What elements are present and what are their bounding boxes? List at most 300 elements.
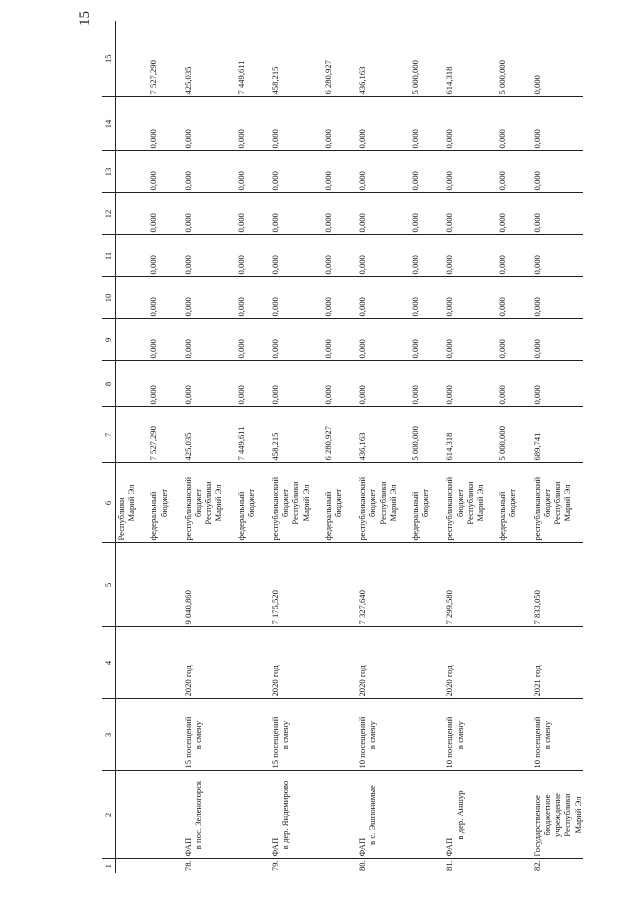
amount-value: 0,000: [410, 385, 421, 405]
table-cell: [430, 859, 485, 873]
table-cell: [116, 21, 137, 97]
amount-value: 0,000: [497, 129, 508, 149]
capacity-line: в смену: [454, 720, 465, 750]
table-cell: [311, 859, 343, 873]
amount-value: 0,000: [235, 339, 246, 359]
table-cell: [116, 771, 137, 859]
funding-source-line: бюджет: [245, 488, 256, 518]
funding-source-line: Республики: [203, 481, 214, 525]
funding-source-line: Марий Эл: [126, 484, 137, 522]
table-cell: [518, 463, 583, 543]
table-cell: [518, 277, 583, 319]
funding-source-line: федеральный: [235, 491, 246, 541]
table-cell: [518, 21, 583, 97]
table-cell: [343, 319, 398, 361]
table-cell: [224, 151, 256, 193]
table-cell: [398, 407, 430, 463]
table-cell: [430, 543, 485, 627]
amount-value: 0,000: [182, 171, 193, 191]
table-cell: [343, 771, 398, 859]
table-cell: [430, 235, 485, 277]
column-number-cell: 1: [102, 859, 116, 873]
column-number-header: [102, 21, 116, 873]
funding-source-line: Марий Эл: [213, 484, 224, 522]
amount-value: 0,000: [322, 339, 333, 359]
amount-value: 0,000: [148, 129, 159, 149]
table-subrow: [311, 21, 343, 873]
table-cell: [430, 407, 485, 463]
table-cell: [116, 627, 137, 699]
amount-value: 5 000,000: [497, 426, 508, 461]
funding-source-line: бюджет: [193, 488, 204, 518]
table-cell: [256, 193, 311, 235]
table-cell: [224, 859, 256, 873]
table-cell: [343, 97, 398, 151]
amount-value: 0,000: [357, 385, 368, 405]
table-cell: [343, 627, 398, 699]
table-cell: [169, 277, 224, 319]
amount-value: 425,035: [182, 432, 193, 461]
funding-source-line: республиканский: [357, 476, 368, 541]
capacity-line: в смену: [541, 720, 552, 750]
table-cell: [311, 151, 343, 193]
row-number: 79.: [270, 860, 281, 871]
table-cell: [430, 193, 485, 235]
table-cell: [224, 627, 256, 699]
object-name-line: в с. Эшпонимые: [367, 785, 378, 845]
table-cell: [343, 859, 398, 873]
year-value: 2021 год: [531, 665, 542, 697]
column-number-cell: 4: [102, 627, 116, 699]
amount-value: 0,000: [531, 297, 542, 317]
capacity-line: в смену: [367, 720, 378, 750]
amount-value: 0,000: [148, 297, 159, 317]
amount-value: 0,000: [270, 297, 281, 317]
budget-table: [102, 21, 583, 873]
amount-value: 0,000: [148, 255, 159, 275]
table-cell: [224, 319, 256, 361]
amount-value: 0,000: [182, 213, 193, 233]
table-cell: [256, 97, 311, 151]
table-cell: [430, 97, 485, 151]
table-cell: [485, 463, 517, 543]
funding-source-line: Республики: [377, 481, 388, 525]
amount-value: 0,000: [531, 75, 542, 95]
year-value: 2020 год: [270, 665, 281, 697]
table-cell: [311, 543, 343, 627]
amount-value: 0,000: [235, 171, 246, 191]
table-cell: [169, 21, 224, 97]
amount-value: 614,318: [444, 66, 455, 95]
table-subrow: [398, 21, 430, 873]
table-cell: [485, 277, 517, 319]
table-cell: [116, 699, 137, 771]
table-cell: [311, 277, 343, 319]
funding-source-line: республиканский: [531, 476, 542, 541]
continuation-row: [116, 21, 137, 873]
amount-value: 458,215: [270, 432, 281, 461]
table-cell: [398, 193, 430, 235]
table-cell: [398, 235, 430, 277]
amount-value: 5 000,000: [410, 60, 421, 95]
object-name-line: ФАП: [444, 837, 455, 857]
amount-value: 0,000: [322, 171, 333, 191]
amount-value: 0,000: [270, 213, 281, 233]
amount-value: 6 280,927: [322, 60, 333, 95]
amount-value: 0,000: [357, 297, 368, 317]
year-value: 2020 год: [357, 665, 368, 697]
table-cell: [398, 859, 430, 873]
table-cell: [224, 97, 256, 151]
table-cell: [398, 699, 430, 771]
table-row: [169, 21, 224, 873]
amount-value: 0,000: [497, 385, 508, 405]
capacity-line: 10 посещений: [357, 716, 368, 769]
table-cell: [136, 771, 168, 859]
table-cell: [224, 407, 256, 463]
table-cell: [169, 151, 224, 193]
table-cell: [224, 543, 256, 627]
table-row: [518, 21, 583, 873]
funding-source-line: бюджет: [280, 488, 291, 518]
amount-value: 0,000: [148, 213, 159, 233]
amount-value: 0,000: [497, 255, 508, 275]
table-cell: [256, 771, 311, 859]
capacity-line: в смену: [280, 720, 291, 750]
amount-value: 436,163: [357, 66, 368, 95]
amount-value: 0,000: [148, 385, 159, 405]
amount-value: 6 280,927: [322, 426, 333, 461]
table-cell: [398, 319, 430, 361]
table-cell: [256, 151, 311, 193]
table-row: [343, 21, 398, 873]
object-name-line: в дер. Яндемирово: [280, 780, 291, 850]
amount-value: 7 527,290: [148, 60, 159, 95]
table-cell: [311, 97, 343, 151]
amount-value: 689,741: [531, 432, 542, 461]
year-value: 2020 год: [182, 665, 193, 697]
table-cell: [518, 627, 583, 699]
table-cell: [136, 193, 168, 235]
amount-value: 0,000: [531, 213, 542, 233]
object-name-line: в пос. Зеленогорск: [193, 780, 204, 850]
table-cell: [485, 699, 517, 771]
table-cell: [136, 319, 168, 361]
table-cell: [169, 193, 224, 235]
table-cell: [136, 97, 168, 151]
capacity-line: 15 посещений: [182, 716, 193, 769]
row-number: 80.: [357, 860, 368, 871]
amount-value: 0,000: [235, 385, 246, 405]
funding-source-line: федеральный: [148, 491, 159, 541]
amount-value: 0,000: [270, 171, 281, 191]
table-cell: [136, 361, 168, 407]
amount-value: 0,000: [235, 297, 246, 317]
table-cell: [116, 407, 137, 463]
amount-value: 0,000: [357, 339, 368, 359]
amount-value: 458,215: [270, 66, 281, 95]
table-cell: [224, 361, 256, 407]
amount-value: 0,000: [497, 339, 508, 359]
column-number-cell: 6: [102, 463, 116, 543]
amount-value: 0,000: [182, 255, 193, 275]
table-cell: [136, 151, 168, 193]
table-cell: [136, 859, 168, 873]
table-cell: [311, 699, 343, 771]
table-cell: [224, 193, 256, 235]
year-value: 2020 год: [444, 665, 455, 697]
table-cell: [518, 407, 583, 463]
table-cell: [116, 193, 137, 235]
row-number: 82.: [531, 860, 542, 871]
table-cell: [398, 21, 430, 97]
table-body: [116, 21, 583, 873]
table-cell: [485, 627, 517, 699]
funding-source-line: республиканский: [270, 476, 281, 541]
amount-value: 0,000: [531, 385, 542, 405]
funding-source-line: Марий Эл: [562, 484, 573, 522]
table-cell: [169, 463, 224, 543]
table-cell: [256, 463, 311, 543]
table-cell: [311, 319, 343, 361]
table-cell: [116, 97, 137, 151]
table-cell: [485, 319, 517, 361]
column-number-cell: 5: [102, 543, 116, 627]
funding-source-line: Республики: [464, 481, 475, 525]
table-cell: [518, 361, 583, 407]
table-cell: [518, 319, 583, 361]
table-cell: [398, 771, 430, 859]
amount-value: 0,000: [235, 213, 246, 233]
table-cell: [116, 277, 137, 319]
amount-value: 0,000: [497, 297, 508, 317]
table-cell: [136, 21, 168, 97]
table-cell: [430, 151, 485, 193]
table-cell: [485, 771, 517, 859]
funding-source-line: республиканский: [444, 476, 455, 541]
table-cell: [224, 277, 256, 319]
table-cell: [485, 543, 517, 627]
amount-value: 0,000: [531, 129, 542, 149]
table-cell: [116, 463, 137, 543]
table-cell: [430, 21, 485, 97]
amount-value: 0,000: [444, 339, 455, 359]
column-number-cell: 12: [102, 193, 116, 235]
table-cell: [256, 627, 311, 699]
table-cell: [485, 361, 517, 407]
amount-value: 0,000: [410, 255, 421, 275]
column-number-cell: 9: [102, 319, 116, 361]
amount-value: 0,000: [322, 129, 333, 149]
amount-value: 0,000: [410, 129, 421, 149]
table-cell: [169, 97, 224, 151]
table-cell: [169, 771, 224, 859]
amount-value: 425,035: [182, 66, 193, 95]
table-cell: [169, 319, 224, 361]
table-cell: [485, 407, 517, 463]
table-cell: [136, 235, 168, 277]
amount-value: 0,000: [148, 171, 159, 191]
table-cell: [485, 859, 517, 873]
funding-source-line: бюджет: [454, 488, 465, 518]
funding-source-line: Марий Эл: [387, 484, 398, 522]
table-cell: [343, 463, 398, 543]
amount-value: 0,000: [357, 213, 368, 233]
funding-source-line: бюджет: [367, 488, 378, 518]
table-row: [430, 21, 485, 873]
amount-value: 0,000: [357, 171, 368, 191]
table-cell: [343, 361, 398, 407]
table-cell: [485, 151, 517, 193]
table-cell: [518, 859, 583, 873]
table-cell: [224, 235, 256, 277]
cost-value: 7 299,580: [444, 590, 455, 625]
amount-value: 7 449,611: [235, 60, 246, 95]
table-cell: [518, 151, 583, 193]
table-cell: [169, 627, 224, 699]
amount-value: 5 000,000: [410, 426, 421, 461]
table-cell: [430, 361, 485, 407]
table-cell: [136, 543, 168, 627]
table-cell: [169, 407, 224, 463]
column-number-cell: 14: [102, 97, 116, 151]
funding-source-line: бюджет: [420, 488, 431, 518]
capacity-line: в смену: [193, 720, 204, 750]
table-subrow: [485, 21, 517, 873]
table-cell: [224, 463, 256, 543]
amount-value: 0,000: [322, 297, 333, 317]
amount-value: 0,000: [322, 213, 333, 233]
table-cell: [343, 235, 398, 277]
table-subrow: [224, 21, 256, 873]
amount-value: 0,000: [531, 255, 542, 275]
table-cell: [116, 235, 137, 277]
amount-value: 0,000: [410, 213, 421, 233]
funding-source-line: республиканский: [182, 476, 193, 541]
table-cell: [116, 151, 137, 193]
amount-value: 0,000: [444, 297, 455, 317]
amount-value: 0,000: [235, 129, 246, 149]
object-name-line: ФАП: [270, 837, 281, 857]
object-name-line: Республики: [562, 793, 573, 837]
table-cell: [485, 193, 517, 235]
table-cell: [169, 361, 224, 407]
table-cell: [398, 151, 430, 193]
table-cell: [136, 463, 168, 543]
amount-value: 0,000: [182, 297, 193, 317]
column-number-cell: 7: [102, 407, 116, 463]
amount-value: 0,000: [444, 255, 455, 275]
table-cell: [136, 627, 168, 699]
amount-value: 0,000: [410, 171, 421, 191]
table-cell: [518, 543, 583, 627]
amount-value: 0,000: [444, 129, 455, 149]
table-cell: [116, 361, 137, 407]
funding-source-line: федеральный: [410, 491, 421, 541]
table-cell: [430, 319, 485, 361]
table-cell: [311, 627, 343, 699]
table-cell: [311, 21, 343, 97]
funding-source-line: бюджет: [541, 488, 552, 518]
capacity-line: 10 посещений: [531, 716, 542, 769]
column-number-cell: 3: [102, 699, 116, 771]
funding-source-line: бюджет: [158, 488, 169, 518]
amount-value: 0,000: [444, 171, 455, 191]
table-cell: [256, 319, 311, 361]
table-cell: [398, 627, 430, 699]
table-cell: [116, 319, 137, 361]
funding-source-line: Республики: [290, 481, 301, 525]
table-cell: [398, 543, 430, 627]
amount-value: 0,000: [270, 129, 281, 149]
table-cell: [343, 151, 398, 193]
table-cell: [256, 407, 311, 463]
table-cell: [343, 277, 398, 319]
table-cell: [136, 699, 168, 771]
table-cell: [518, 771, 583, 859]
object-name-line: бюджетное: [541, 794, 552, 836]
amount-value: 0,000: [182, 339, 193, 359]
amount-value: 0,000: [410, 297, 421, 317]
object-name-line: ФАП: [357, 837, 368, 857]
table-cell: [430, 699, 485, 771]
amount-value: 0,000: [444, 385, 455, 405]
amount-value: 7 449,611: [235, 426, 246, 461]
amount-value: 0,000: [322, 385, 333, 405]
table-cell: [224, 699, 256, 771]
table-row: [256, 21, 311, 873]
funding-source-line: федеральный: [322, 491, 333, 541]
funding-source-line: Республики: [552, 481, 563, 525]
table-cell: [116, 543, 137, 627]
page-number: 15: [77, 11, 93, 26]
amount-value: 0,000: [497, 171, 508, 191]
table-cell: [485, 235, 517, 277]
table-cell: [256, 699, 311, 771]
amount-value: 0,000: [497, 213, 508, 233]
row-number: 81.: [444, 860, 455, 871]
table-cell: [256, 277, 311, 319]
rotated-table-page: [102, 21, 583, 873]
table-cell: [169, 235, 224, 277]
table-cell: [518, 235, 583, 277]
table-cell: [430, 463, 485, 543]
object-name-line: в дер. Аншур: [454, 790, 465, 840]
table-cell: [343, 543, 398, 627]
column-number-cell: 11: [102, 235, 116, 277]
table-cell: [311, 193, 343, 235]
amount-value: 0,000: [531, 171, 542, 191]
table-cell: [518, 193, 583, 235]
capacity-line: 10 посещений: [444, 716, 455, 769]
amount-value: 0,000: [531, 339, 542, 359]
continuation-federal-row: [136, 21, 168, 873]
column-number-cell: 13: [102, 151, 116, 193]
row-number: 78.: [182, 860, 193, 871]
column-number-cell: 15: [102, 21, 116, 97]
table-cell: [485, 21, 517, 97]
amount-value: 436,163: [357, 432, 368, 461]
amount-value: 0,000: [357, 129, 368, 149]
column-number-cell: 2: [102, 771, 116, 859]
table-cell: [169, 543, 224, 627]
funding-source-line: бюджет: [333, 488, 344, 518]
cost-value: 9 040,860: [182, 590, 193, 625]
table-cell: [430, 277, 485, 319]
table-cell: [398, 463, 430, 543]
table-cell: [343, 21, 398, 97]
cost-value: 7 327,640: [357, 590, 368, 625]
